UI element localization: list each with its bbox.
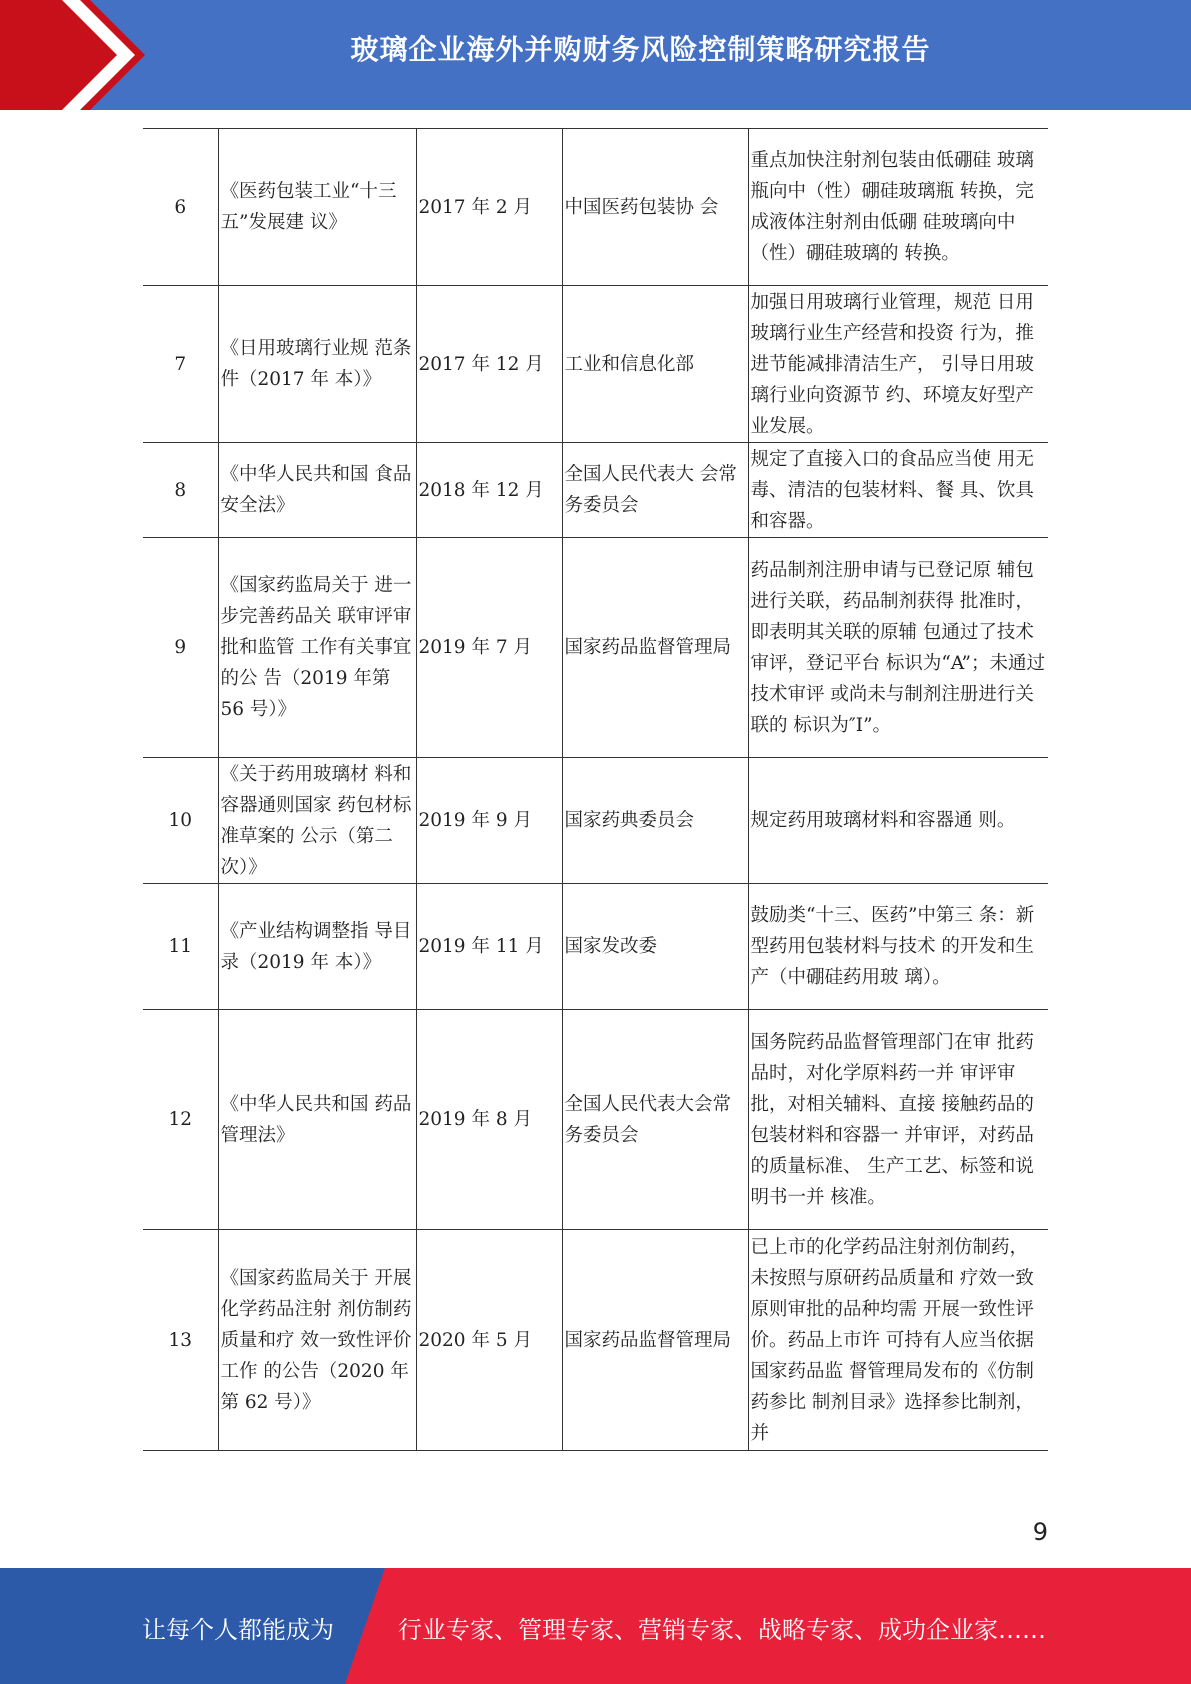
row-number: 13: [143, 1230, 218, 1451]
row-number: 9: [143, 538, 218, 758]
issuing-body: 中国医药包装协 会: [562, 129, 748, 286]
footer-slogan-left: 让每个人都能成为: [142, 1616, 334, 1644]
issue-date: 2018 年 12 月: [416, 443, 562, 538]
table-row: [143, 1010, 1048, 1230]
policy-name: 《日用玻璃行业规 范条件（2017 年 本）》: [218, 286, 416, 443]
table-row: [143, 129, 1048, 286]
policy-name: 《国家药监局关于 开展化学药品注射 剂仿制药质量和疗 效一致性评价工作 的公告（2020 年第 62 号）》: [218, 1230, 416, 1451]
issuing-body: 国家发改委: [562, 884, 748, 1010]
policy-content: 国务院药品监督管理部门在审 批药品时，对化学原料药一并 审评审批，对相关辅料、直接 接触药品的包装材料和容器一 并审评，对药品的质量标准、 生产工艺、标签和说明书一并 核准。: [748, 1010, 1048, 1230]
page-number: 9: [1032, 1518, 1048, 1546]
policy-name: 《中华人民共和国 食品安全法》: [218, 443, 416, 538]
issuing-body: 国家药品监督管理局: [562, 538, 748, 758]
issue-date: 2019 年 11 月: [416, 884, 562, 1010]
report-title: 玻璃企业海外并购财务风险控制策略研究报告: [350, 33, 931, 66]
issue-date: 2019 年 7 月: [416, 538, 562, 758]
policy-content: 加强日用玻璃行业管理，规范 日用玻璃行业生产经营和投资 行为，推进节能减排清洁生产， 引导日用玻璃行业向资源节 约、环境友好型产业发展。: [748, 286, 1048, 443]
footer-slogan-right: 行业专家、管理专家、营销专家、战略专家、成功企业家……: [398, 1616, 1046, 1644]
table-row: [143, 286, 1048, 443]
table-row: [143, 884, 1048, 1010]
table-row: [143, 1230, 1048, 1451]
policy-content: 药品制剂注册申请与已登记原 辅包进行关联，药品制剂获得 批准时，即表明其关联的原辅 包通过了技术审评，登记平台 标识为“A”；未通过技术审评 或尚未与制剂注册进行关联的 标识为″I”。: [748, 538, 1048, 758]
row-number: 8: [143, 443, 218, 538]
policy-name: 《国家药监局关于 进一步完善药品关 联审评审批和监管 工作有关事宜的公 告（2019 年第 56 号）》: [218, 538, 416, 758]
policy-table: [143, 128, 1048, 1451]
issuing-body: 全国人民代表大会常务委员会: [562, 1010, 748, 1230]
table-row: [143, 538, 1048, 758]
row-number: 12: [143, 1010, 218, 1230]
row-number: 10: [143, 758, 218, 884]
policy-content: 规定药用玻璃材料和容器通 则。: [748, 758, 1048, 884]
header-chevron-decoration: [0, 0, 160, 110]
issuing-body: 全国人民代表大 会常务委员会: [562, 443, 748, 538]
row-number: 6: [143, 129, 218, 286]
policy-name: 《医药包装工业“十三五”发展建 议》: [218, 129, 416, 286]
row-number: 11: [143, 884, 218, 1010]
policy-content: 鼓励类“十三、医药”中第三 条：新型药用包装材料与技术 的开发和生产（中硼硅药用玻 璃）。: [748, 884, 1048, 1010]
issuing-body: 国家药品监督管理局: [562, 1230, 748, 1451]
policy-name: 《关于药用玻璃材 料和容器通则国家 药包材标准草案的 公示（第二次）》: [218, 758, 416, 884]
row-number: 7: [143, 286, 218, 443]
issue-date: 2019 年 9 月: [416, 758, 562, 884]
issue-date: 2017 年 2 月: [416, 129, 562, 286]
issue-date: 2020 年 5 月: [416, 1230, 562, 1451]
issue-date: 2017 年 12 月: [416, 286, 562, 443]
issue-date: 2019 年 8 月: [416, 1010, 562, 1230]
policy-name: 《中华人民共和国 药品管理法》: [218, 1010, 416, 1230]
table-row: [143, 443, 1048, 538]
policy-content: 已上市的化学药品注射剂仿制药，未按照与原研药品质量和 疗效一致原则审批的品种均需 开展一致性评价。药品上市许 可持有人应当依据国家药品监 督管理局发布的《仿制药参比 制剂目录》选择参比制剂，并: [748, 1230, 1048, 1451]
issuing-body: 工业和信息化部: [562, 286, 748, 443]
page-header: [0, 0, 1191, 110]
page-footer: [0, 1568, 1191, 1684]
policy-content: 重点加快注射剂包装由低硼硅 玻璃瓶向中（性）硼硅玻璃瓶 转换，完成液体注射剂由低硼 硅玻璃向中（性）硼硅玻璃的 转换。: [748, 129, 1048, 286]
issuing-body: 国家药典委员会: [562, 758, 748, 884]
policy-name: 《产业结构调整指 导目录（2019 年 本）》: [218, 884, 416, 1010]
policy-content: 规定了直接入口的食品应当使 用无毒、清洁的包装材料、餐 具、饮具和容器。: [748, 443, 1048, 538]
table-row: [143, 758, 1048, 884]
